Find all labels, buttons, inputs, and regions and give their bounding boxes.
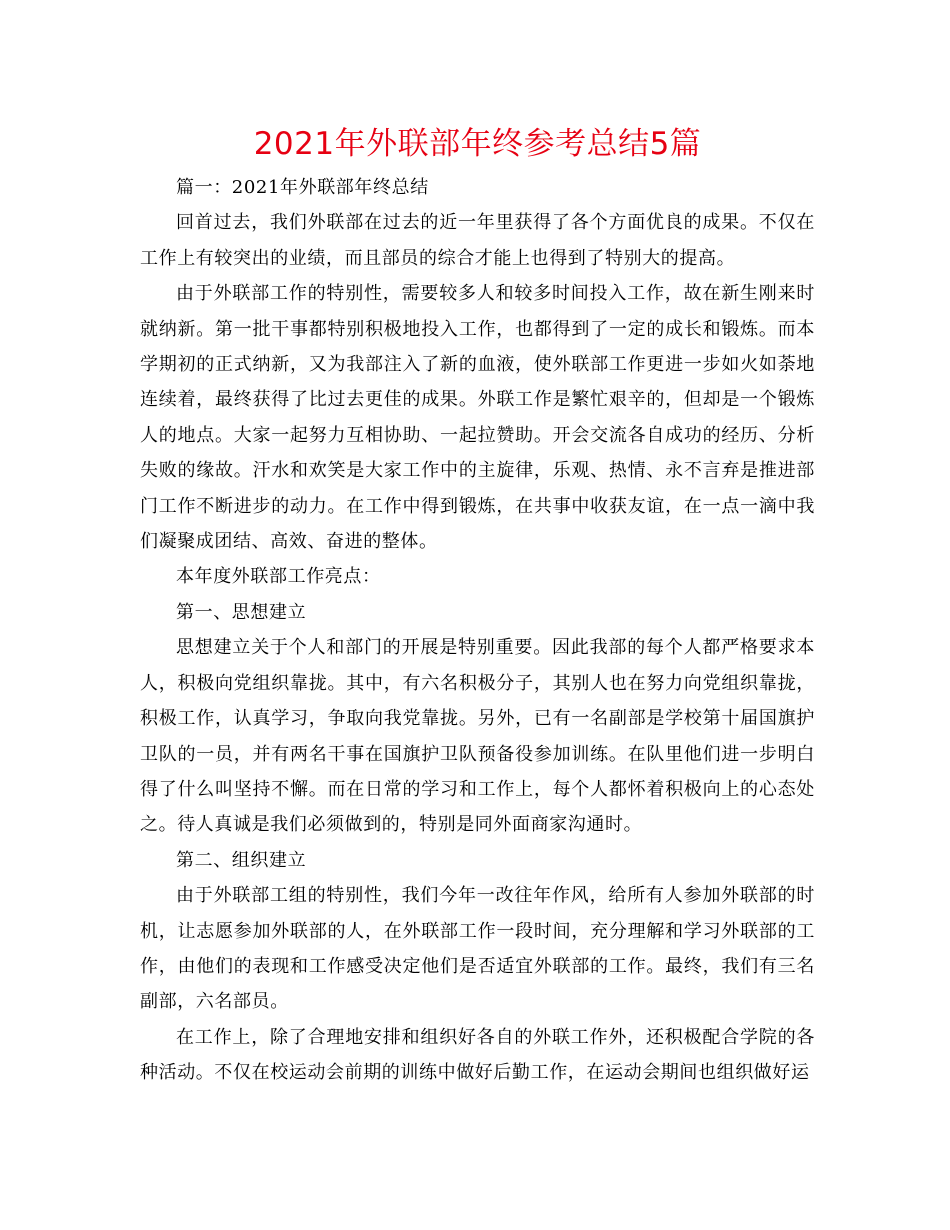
paragraph-first-heading: 第一、思想建立 — [176, 601, 307, 623]
paragraph-work-activities: 在工作上，除了合理地安排和组织好各自的外联工作外，还积极配合学院的各种活动。不仅在校运动会前期的训练中做好后勤工作，在运动会期间也组织做好运 — [140, 1026, 815, 1084]
paragraph-section-heading: 篇一：2021年外联部年终总结 — [176, 177, 429, 198]
paragraph-ideology: 思想建立关于个人和部门的开展是特别重要。因此我部的每个人都严格要求本人，积极向党组织靠拢。其中，有六名积极分子，其别人也在努力向党组织靠拢，积极工作，认真学习，争取向我党靠拢。另外，已有一名副部是学校第十届国旗护卫队的一员，并有两名干事在国旗护卫队预备役参加训练。在队里他们进一步明白得了什么叫坚持不懈。而在日常的学习和工作上，每个人都怀着积极向上的心态处之。待人真诚是我们必须做到的，特别是同外面商家沟通时。 — [140, 637, 815, 836]
paragraph-highlights-heading: 本年度外联部工作亮点： — [176, 566, 381, 588]
paragraph-intro: 回首过去，我们外联部在过去的近一年里获得了各个方面优良的成果。不仅在工作上有较突出的业绩，而且部员的综合才能上也得到了特别大的提高。 — [140, 212, 815, 269]
paragraph-organization: 由于外联部工组的特别性，我们今年一改往年作风，给所有人参加外联部的时机，让志愿参加外联部的人，在外联部工作一段时间，充分理解和学习外联部的工作，由他们的表现和工作感受决定他们是否适宜外联部的工作。最终，我们有三名副部，六名部员。 — [140, 885, 815, 1013]
paragraph-work-nature: 由于外联部工作的特别性，需要较多人和较多时间投入工作，故在新生刚来时就纳新。第一批干事都特别积极地投入工作，也都得到了一定的成长和锻炼。而本学期初的正式纳新，又为我部注入了新的血液，使外联部工作更进一步如火如荼地连续着，最终获得了比过去更佳的成果。外联工作是繁忙艰辛的，但却是一个锻炼人的地点。大家一起努力互相协助、一起拉赞助。开会交流各自成功的经历、分析失败的缘故。汗水和欢笑是大家工作中的主旋律，乐观、热情、永不言弃是推进部门工作不断进步的动力。在工作中得到锻炼，在共事中收获友谊，在一点一滴中我们凝聚成团结、高效、奋进的整体。 — [140, 283, 815, 553]
document-title: 2021年外联部年终参考总结5篇 — [253, 126, 702, 162]
paragraph-second-heading: 第二、组织建立 — [176, 849, 307, 871]
document-page — [140, 118, 815, 1091]
